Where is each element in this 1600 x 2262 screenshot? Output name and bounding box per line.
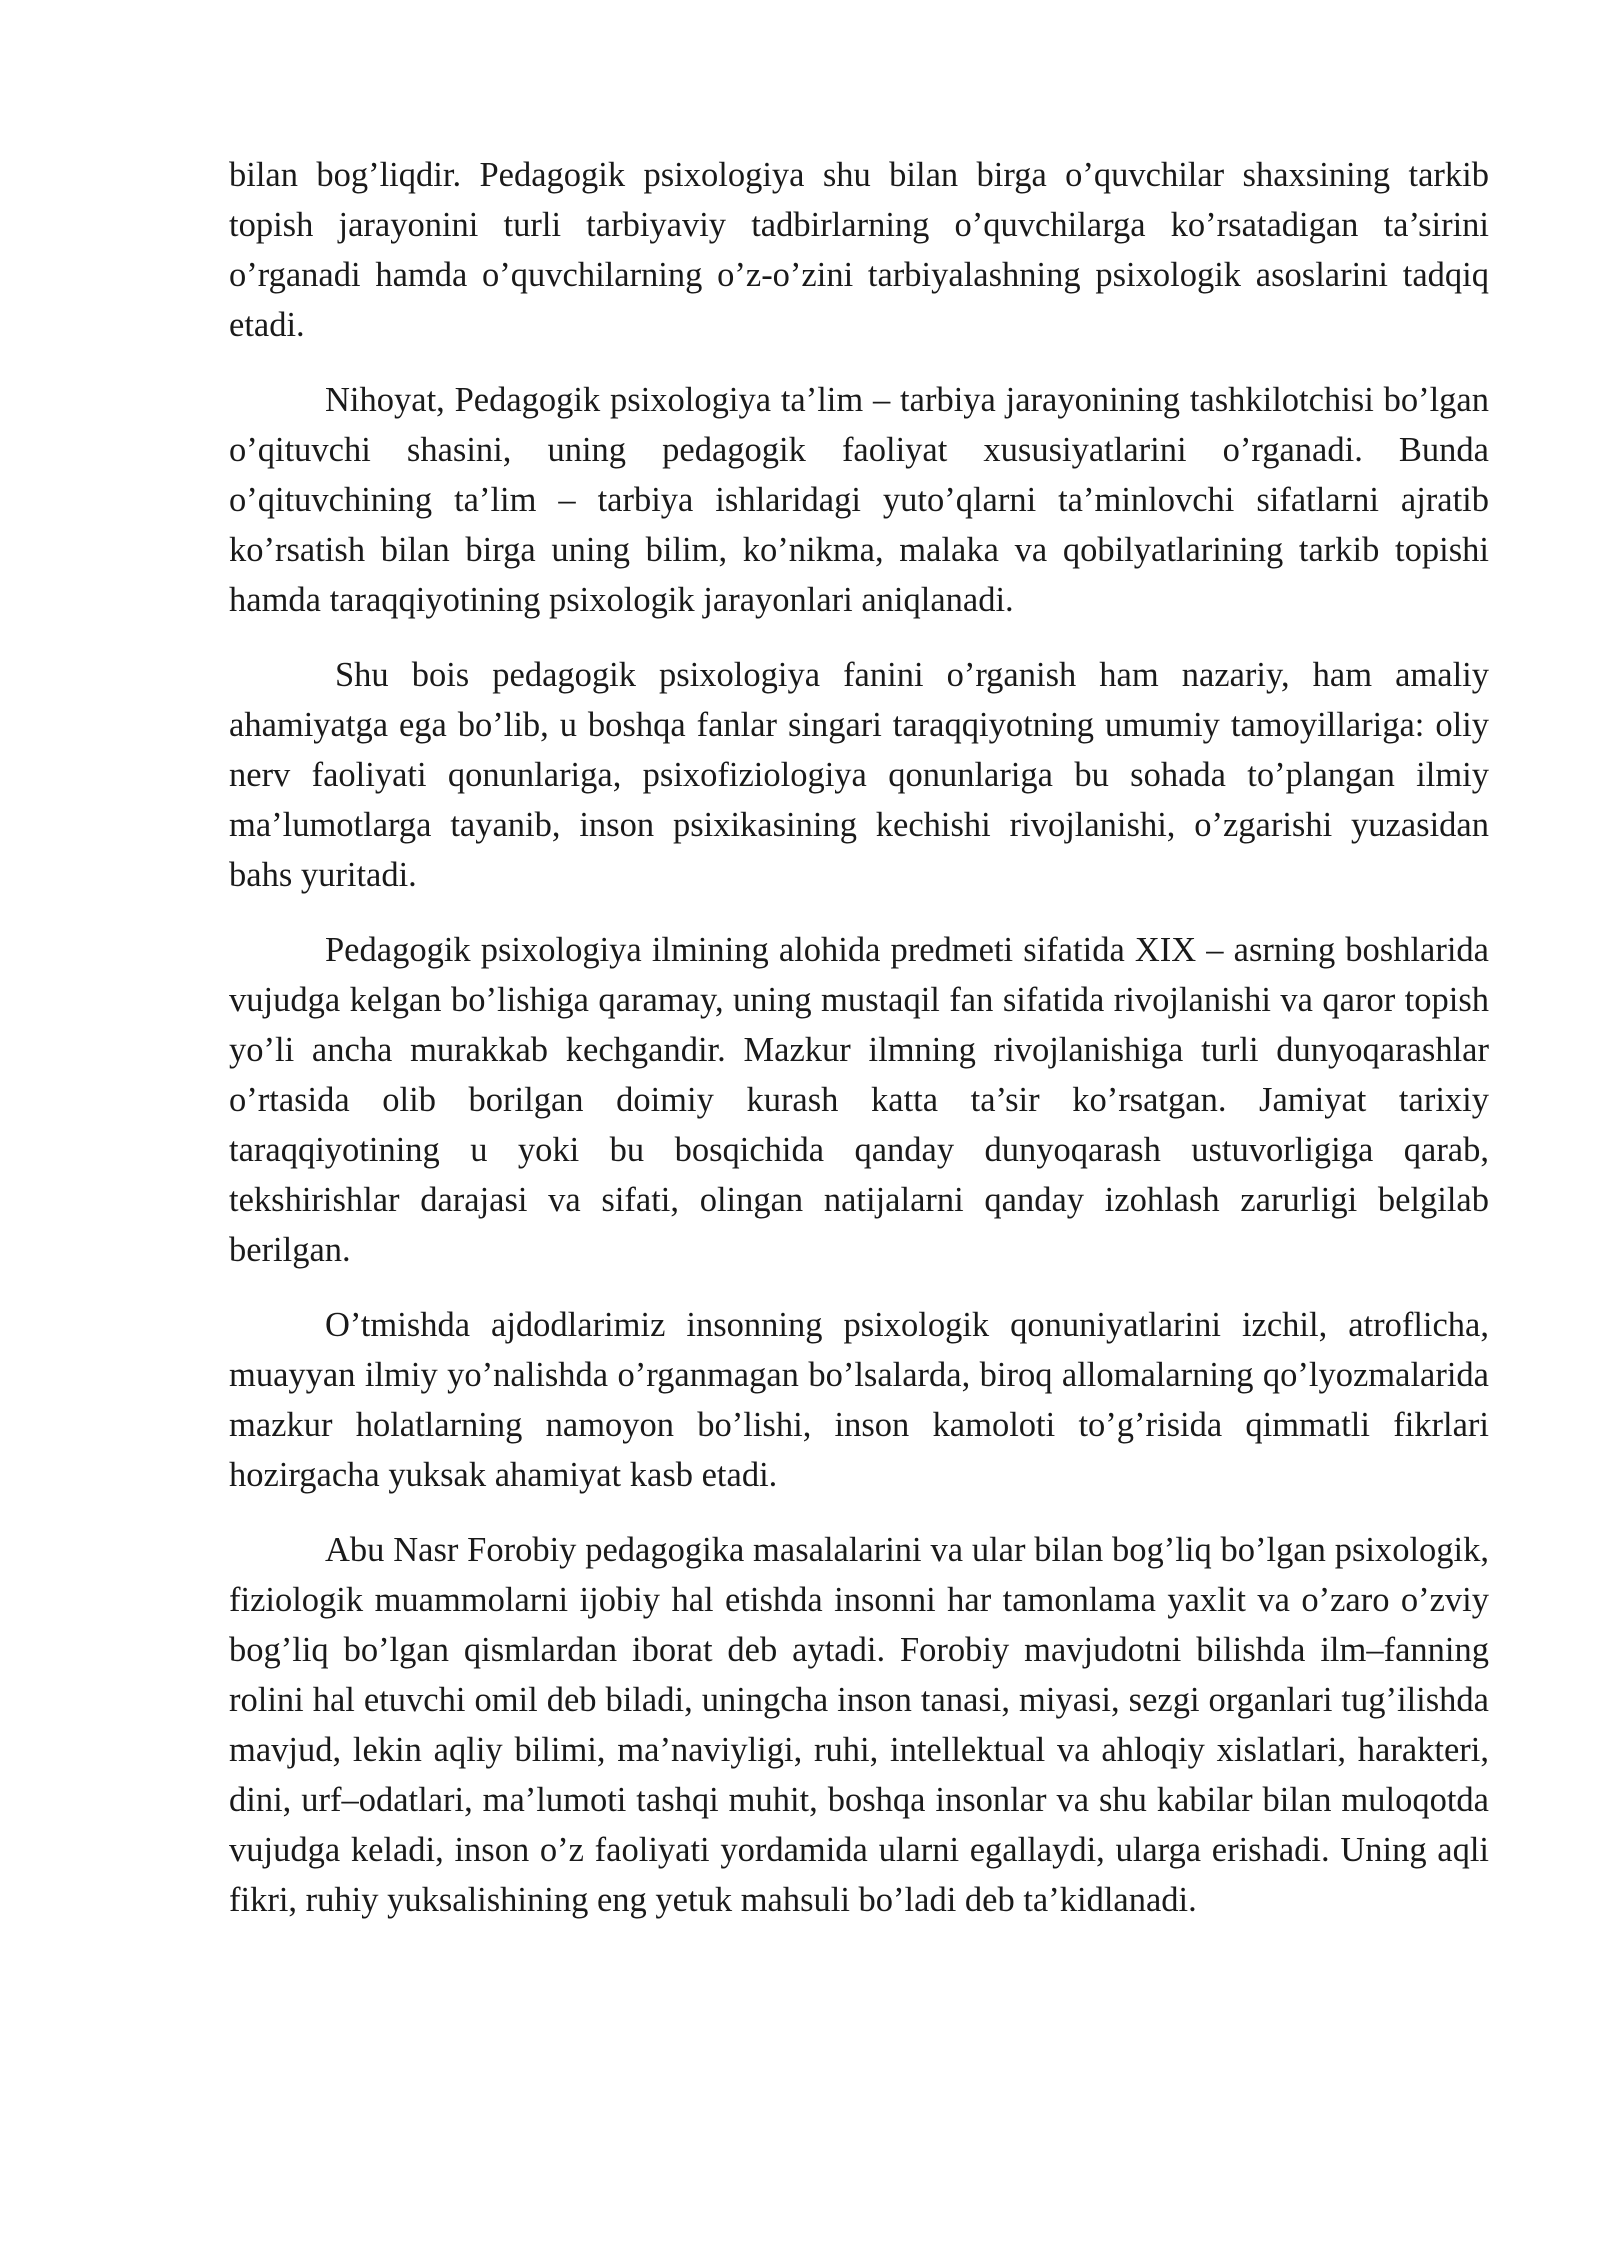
paragraph-2: Nihoyat, Pedagogik psixologiya ta’lim – tarbiya jarayonining tashkilotchisi bo’lgan o’qituvchi shasini, uning pedagogik faoliyat xususiyatlarini o’rganadi. Bunda o’qituvchining ta’lim – tarbiya ishlaridagi yuto’qlarni ta’minlovchi sifatlarni ajratib ko’rsatish bilan birga uning bilim, ko’nikma, malaka va qobilyatlarining tarkib topishi hamda taraqqiyotining psixologik jarayonlari aniqlanadi. [229, 381, 1489, 619]
paragraph-5: O’tmishda ajdodlarimiz insonning psixologik qonuniyatlarini izchil, atroflicha, muayyan ilmiy yo’nalishda o’rganmagan bo’lsalarda, biroq allomalarning qo’lyozmalarida mazkur holatlarning namoyon bo’lishi, inson kamoloti to’g’risida qimmatli fikrlari hozirgacha yuksak ahamiyat kasb etadi. [229, 1306, 1489, 1494]
document-body [229, 150, 1489, 1950]
paragraph-6: Abu Nasr Forobiy pedagogika masalalarini va ular bilan bog’liq bo’lgan psixologik, fiziologik muammolarni ijobiy hal etishda insonni har tamonlama yaxlit va o’zaro o’zviy bog’liq bo’lgan qismlardan iborat deb aytadi. Forobiy mavjudotni bilishda ilm–fanning rolini hal etuvchi omil deb biladi, uningcha inson tanasi, miyasi, sezgi organlari tug’ilishda mavjud, lekin aqliy bilimi, ma’naviyligi, ruhi, intellektual va ahloqiy xislatlari, harakteri, dini, urf–odatlari, ma’lumoti tashqi muhit, boshqa insonlar va shu kabilar bilan muloqotda vujudga keladi, inson o’z faoliyati yordamida ularni egallaydi, ularga erishadi. Uning aqli fikri, ruhiy yuksalishining eng yetuk mahsuli bo’ladi deb ta’kidlanadi. [229, 1531, 1489, 1919]
paragraph-3: Shu bois pedagogik psixologiya fanini o’rganish ham nazariy, ham amaliy ahamiyatga ega bo’lib, u boshqa fanlar singari taraqqiyotning umumiy tamoyillariga: oliy nerv faoliyati qonunlariga, psixofiziologiya qonunlariga bu sohada to’plangan ilmiy ma’lumotlarga tayanib, inson psixikasining kechishi rivojlanishi, o’zgarishi yuzasidan bahs yuritadi. [229, 656, 1489, 894]
paragraph-4: Pedagogik psixologiya ilmining alohida predmeti sifatida XIX – asrning boshlarida vujudga kelgan bo’lishiga qaramay, uning mustaqil fan sifatida rivojlanishi va qaror topish yo’li ancha murakkab kechgandir. Mazkur ilmning rivojlanishiga turli dunyoqarashlar o’rtasida olib borilgan doimiy kurash katta ta’sir ko’rsatgan. Jamiyat tarixiy taraqqiyotining u yoki bu bosqichida qanday dunyoqarash ustuvorligiga qarab, tekshirishlar darajasi va sifati, olingan natijalarni qanday izohlash zarurligi belgilab berilgan. [229, 931, 1489, 1269]
paragraph-1: bilan bog’liqdir. Pedagogik psixologiya shu bilan birga o’quvchilar shaxsining tarkib topish jarayonini turli tarbiyaviy tadbirlarning o’quvchilarga ko’rsatadigan ta’sirini o’rganadi hamda o’quvchilarning o’z-o’zini tarbiyalashning psixologik asoslarini tadqiq etadi. [229, 156, 1489, 344]
